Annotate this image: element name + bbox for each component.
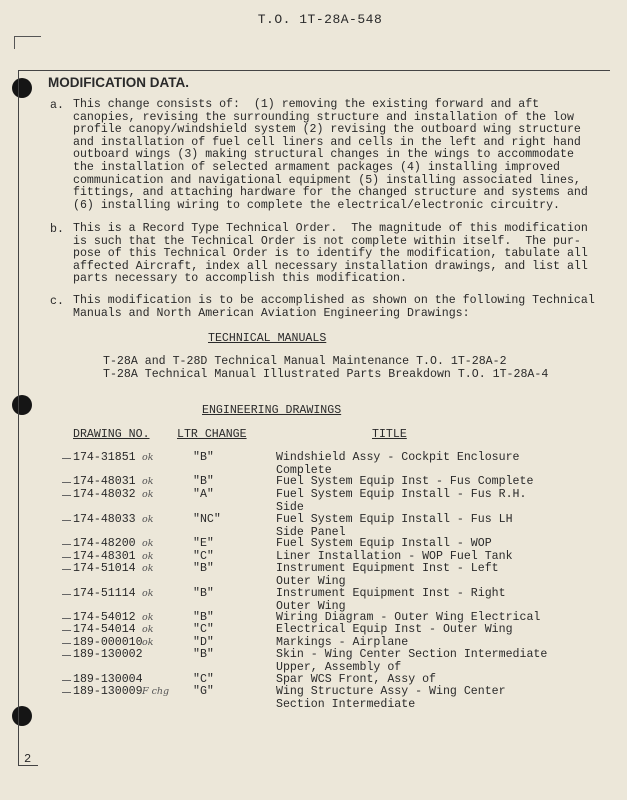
handwritten-note: F chg <box>142 686 170 697</box>
technical-manuals-heading: TECHNICAL MANUALS <box>208 332 327 345</box>
paragraph-b <box>73 223 588 286</box>
handwritten-note: ok <box>142 538 154 549</box>
paragraph-line: Manuals and North American Aviation Engineering Drawings: <box>73 306 470 320</box>
letter-change: "B" <box>193 648 214 661</box>
paragraph-line: This is a Record Type Technical Order. The magnitude of this modification <box>73 222 588 235</box>
pen-tick-mark <box>62 482 71 483</box>
paragraph-line: (6) installing wiring to complete the electrical/electronic circuitry. <box>73 198 561 212</box>
drawing-title: Fuel System Equip Install - Fus LH Side Panel <box>276 513 513 539</box>
drawing-title: Liner Installation - WOP Fuel Tank <box>276 550 513 563</box>
drawing-number: 174-48200 <box>73 537 136 550</box>
letter-change: "D" <box>193 636 214 649</box>
paragraph-line: is such that the Technical Order is not complete within itself. The pur- <box>73 234 581 248</box>
drawing-title: Fuel System Equip Install - Fus R.H. Side <box>276 488 527 514</box>
drawing-title: Fuel System Equip Install - WOP <box>276 537 492 550</box>
drawing-title: Wing Structure Assy - Wing Center Section Intermediate <box>276 685 506 711</box>
column-header-ltr-change: LTR CHANGE <box>177 428 247 441</box>
paragraph-line: This modification is to be accomplished as shown on the following Technical <box>73 294 595 307</box>
drawing-number: 174-51114 <box>73 587 136 600</box>
drawing-number: 174-48031 <box>73 475 136 488</box>
drawing-number: 174-31851 <box>73 451 136 464</box>
pen-tick-mark <box>62 643 71 644</box>
drawing-title: Wiring Diagram - Outer Wing Electrical <box>276 611 541 624</box>
handwritten-note: ok <box>142 624 154 635</box>
paragraph-line: parts necessary to accomplish this modification. <box>73 272 407 286</box>
engineering-drawings-heading: ENGINEERING DRAWINGS <box>202 404 342 417</box>
letter-change: "B" <box>193 475 214 488</box>
letter-change: "C" <box>193 673 214 686</box>
left-border <box>18 70 19 765</box>
section-title <box>18 70 610 91</box>
technical-manual-item: T-28A and T-28D Technical Manual Maintenance T.O. 1T-28A-2 <box>103 355 507 368</box>
drawing-number: 189-000010 <box>73 636 143 649</box>
drawing-number: 189-130004 <box>73 673 143 686</box>
drawing-title: Skin - Wing Center Section Intermediate Upper, Assembly of <box>276 648 548 674</box>
pen-tick-mark <box>62 495 71 496</box>
drawing-title: Fuel System Equip Inst - Fus Complete <box>276 475 534 488</box>
letter-change: "E" <box>193 537 214 550</box>
drawing-title: Instrument Equipment Inst - Left Outer Wing <box>276 562 499 588</box>
drawing-title: Electrical Equip Inst - Outer Wing <box>276 623 513 636</box>
paragraph-line: profile canopy/windshield system (2) revising the outboard wing structure <box>73 123 581 137</box>
drawing-number: 174-54012 <box>73 611 136 624</box>
letter-change: "C" <box>193 550 214 563</box>
binder-hole <box>12 395 32 415</box>
pen-tick-mark <box>62 655 71 656</box>
letter-change: "B" <box>193 611 214 624</box>
handwritten-note: ok <box>142 588 154 599</box>
handwritten-note: ok <box>142 452 154 463</box>
pen-tick-mark <box>62 594 71 595</box>
section-title-text: MODIFICATION DATA. <box>48 75 189 90</box>
drawing-number: 174-54014 <box>73 623 136 636</box>
drawing-title: Windshield Assy - Cockpit Enclosure Complete <box>276 451 520 477</box>
handwritten-note: ok <box>142 612 154 623</box>
paragraph-c <box>73 295 595 320</box>
letter-change: "B" <box>193 587 214 600</box>
letter-change: "A" <box>193 488 214 501</box>
paragraph-line: and installation of fuel cell liners and cells in the left and right hand <box>73 135 581 149</box>
technical-order-number: T.O. 1T-28A-548 <box>257 12 383 27</box>
letter-change: "B" <box>193 451 214 464</box>
drawing-title: Spar WCS Front, Assy of <box>276 673 437 686</box>
drawing-number: 189-130002 <box>73 648 143 661</box>
pen-tick-mark <box>62 692 71 693</box>
handwritten-note: ok <box>142 563 154 574</box>
paragraph-line: This change consists of: (1) removing the existing forward and aft <box>73 98 540 111</box>
column-header-title: TITLE <box>372 428 407 441</box>
handwritten-note: ok <box>142 489 154 500</box>
paragraph-line: the installation of selected armament packages (4) installing improved <box>73 160 561 174</box>
drawing-number: 174-48301 <box>73 550 136 563</box>
handwritten-note: ok <box>142 514 154 525</box>
technical-manual-item: T-28A Technical Manual Illustrated Parts Breakdown T.O. 1T-28A-4 <box>103 368 549 381</box>
drawing-number: 174-48033 <box>73 513 136 526</box>
letter-change: "NC" <box>193 513 221 526</box>
drawing-number: 189-130009 <box>73 685 143 698</box>
pen-tick-mark <box>62 458 71 459</box>
paragraph-line: fittings, and attaching hardware for the changed structure and systems and <box>73 186 588 200</box>
paragraph-line: communication and navigational equipment (5) installing associated lines, <box>73 173 581 187</box>
drawing-number: 174-51014 <box>73 562 136 575</box>
page-number: 2 <box>24 752 32 766</box>
drawing-number: 174-48032 <box>73 488 136 501</box>
paragraph-line: affected Aircraft, index all necessary installation drawings, and list all <box>73 259 588 273</box>
pen-tick-mark <box>62 544 71 545</box>
pen-tick-mark <box>62 520 71 521</box>
drawing-title: Markings - Airplane <box>276 636 409 649</box>
paragraph-line: canopies, revising the surrounding structure and installation of the low <box>73 110 574 124</box>
pen-tick-mark <box>62 630 71 631</box>
drawing-title: Instrument Equipment Inst - Right Outer Wing <box>276 587 506 613</box>
paragraph-c-letter: c. <box>50 295 64 308</box>
paragraph-a-letter: a. <box>50 99 64 112</box>
pen-tick-mark <box>62 680 71 681</box>
column-header-drawing-no: DRAWING NO. <box>73 428 150 441</box>
handwritten-note: ok <box>142 551 154 562</box>
paragraph-a <box>73 99 588 212</box>
binder-hole <box>12 706 32 726</box>
pen-tick-mark <box>62 557 71 558</box>
letter-change: "B" <box>193 562 214 575</box>
paragraph-line: outboard wings (3) making structural changes in the wings to accommodate <box>73 148 574 162</box>
letter-change: "C" <box>193 623 214 636</box>
corner-mark <box>14 36 41 49</box>
paragraph-line: pose of this Technical Order is to identify the modification, tabulate all <box>73 247 588 261</box>
handwritten-note: ok <box>142 637 154 648</box>
handwritten-note: ok <box>142 476 154 487</box>
pen-tick-mark <box>62 569 71 570</box>
pen-tick-mark <box>62 618 71 619</box>
letter-change: "G" <box>193 685 214 698</box>
paragraph-b-letter: b. <box>50 223 64 236</box>
